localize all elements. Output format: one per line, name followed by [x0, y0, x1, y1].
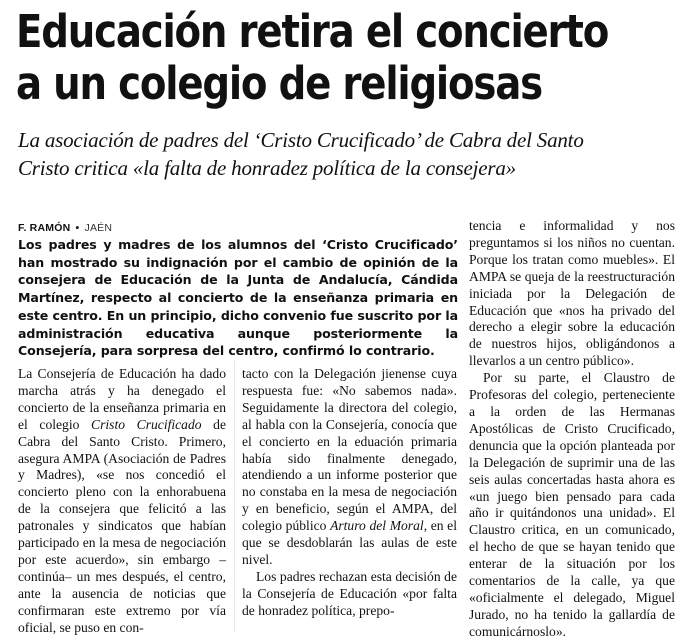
body-column-3 — [469, 218, 675, 641]
column-2-text-a: tacto con la Delegación jienense cuya respuesta fue: «No sabemos nada». Seguidamente la directora del colegio, al habla con la Consejería, conocía que el concierto en la eduación primaria había sido finalmente denegado, atendiendo a un informe posterior que no constaba en la mesa de negociación y en beneficio, según el AMPA, del colegio público — [242, 366, 457, 534]
column-1-italic-name: Cristo Crucificado — [91, 416, 202, 432]
body-column-1 — [18, 366, 226, 637]
column-2-italic-name: Arturo del Moral — [330, 518, 424, 534]
column-2-paragraph-2: Los padres rechazan esta decisión de la Consejería de Educación «por falta de honradez política, prepo- — [242, 568, 457, 618]
headline — [16, 5, 609, 110]
subheadline-line-2: Cristo critica «la falta de honradez política de la consejera» — [18, 156, 516, 180]
column-1-text-b: de Cabra del Santo Cristo. Primero, asegura AMPA (Asociación de Padres y Madres), «se nos concedió el concierto pleno con la enhorabuena de la consejera que felicitó a las patronales y sindicatos que habían participado en la mesa de negociación por este acuerdo», sin embargo –continúa– un mes después, el centro, ante la ausencia de noticias que confirmaran este extremo por vía oficial, se puso en con- — [18, 416, 227, 635]
column-2-paragraph-1 — [242, 366, 457, 569]
column-3-paragraph-1: tencia e informalidad y nos preguntamos si los niños no cuentan. Porque los tratan como muebles». El AMPA se queja de la reestructuración iniciada por la Delegación de Educación que «nos ha privado del derecho a elegir sobre la educación de nuestros hijos, obligándonos a llevarlos a un centro público». — [469, 218, 675, 369]
headline-line-1: Educación retira el concierto — [16, 5, 609, 58]
column-1-paragraph — [18, 366, 226, 637]
byline-place: JAÉN — [84, 222, 113, 234]
lead-paragraph: Los padres y madres de los alumnos del ‘Cristo Crucificado’ han mostrado su indignación por el cambio de opinión de la consejera de Educación de la Junta de Andalucía, Cándida Martínez, respecto al concierto de la enseñanza primaria en este centro. En un principio, dicho convenio fue suscrito por la administración educativa aunque posteriormente la Consejería, para sorpresa del centro, confirmó lo contrario. — [18, 237, 458, 359]
subheadline-line-1: La asociación de padres del ‘Cristo Crucificado’ de Cabra del Santo — [18, 128, 584, 152]
subheadline — [18, 126, 678, 182]
column-divider — [234, 360, 235, 632]
body-column-2 — [242, 366, 457, 620]
byline-author: F. RAMÓN — [18, 222, 71, 234]
headline-line-2: a un colegio de religiosas — [16, 57, 542, 110]
column-2-text-b: , en el que se desdoblarán las aulas de este nivel. — [242, 518, 457, 567]
byline-separator: • — [75, 222, 80, 234]
byline — [18, 222, 112, 234]
column-1-text-a: La Consejería de Educación ha dado marcha atrás y ha denegado el concierto de la enseñanza primaria en el colegio — [18, 366, 226, 432]
column-3-paragraph-2: Por su parte, el Claustro de Profesoras del colegio, perteneciente a la orden de las Hermanas Apostólicas de Cristo Crucificado, denuncia que la opción planteada por la Delegación de suprimir una de las seis aulas concertadas hasta ahora es «un juego bien pensado para cada año ir quitándonos una unidad». El Claustro critica, en un comunicado, el hecho de que se hayan tenido que enterar de la situación por los comentarios de la calle, ya que «oficialmente el delegado, Miguel Jurado, no ha tenido la gallardía de comunicárnoslo». — [469, 370, 675, 639]
